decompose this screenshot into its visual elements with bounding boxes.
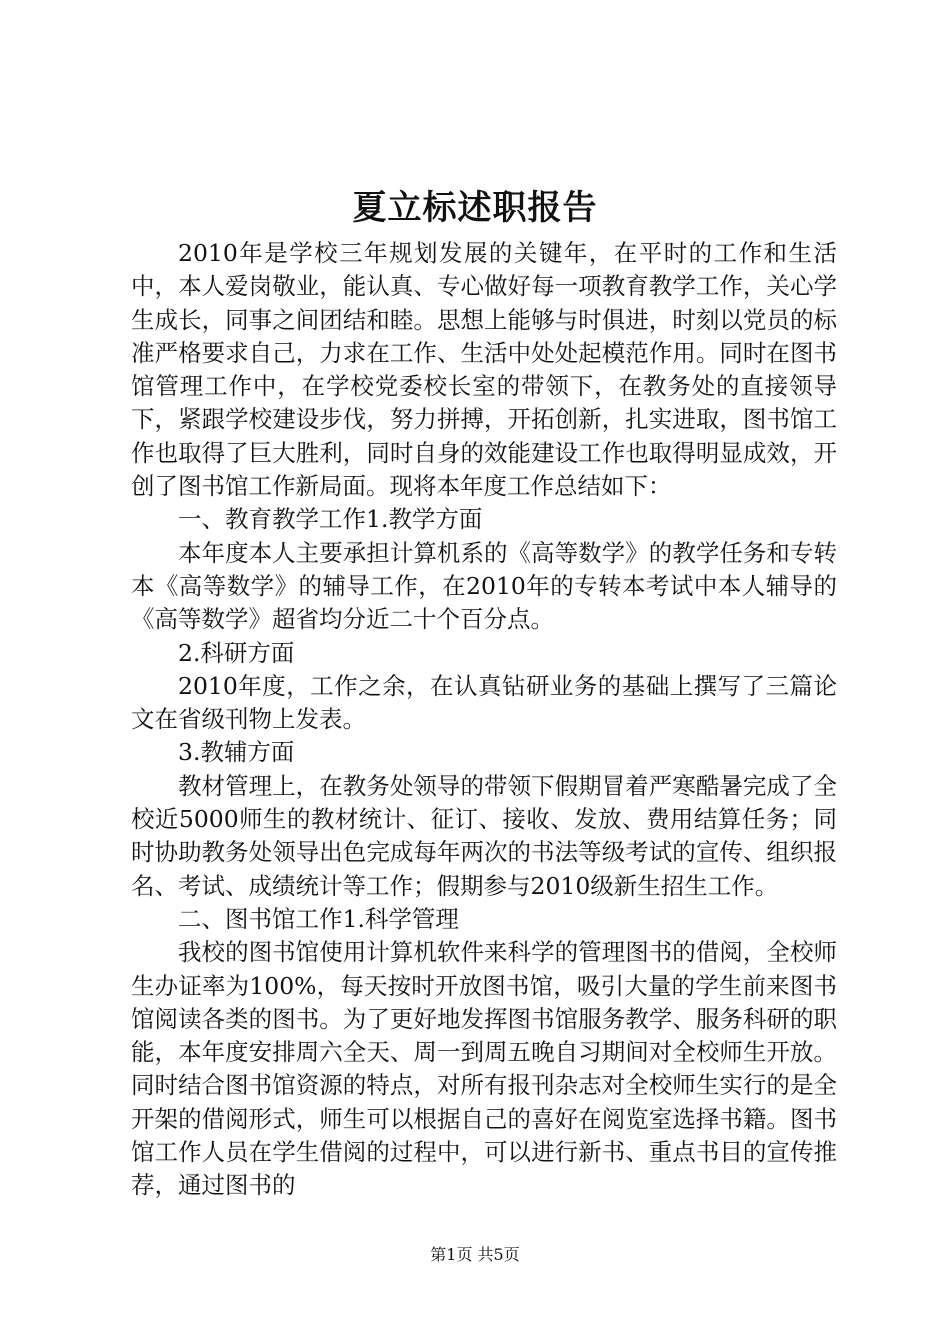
document-body xyxy=(131,237,837,1203)
paragraph-research: 2010年度，工作之余，在认真钻研业务的基础上撰写了三篇论文在省级刊物上发表。 xyxy=(131,671,837,734)
section-heading-support: 3.教辅方面 xyxy=(178,738,295,767)
section-heading-teaching: 一、教育教学工作1.教学方面 xyxy=(178,505,483,534)
paragraph-teaching: 本年度本人主要承担计算机系的《高等数学》的教学任务和专转本《高等数学》的辅导工作，在2010年的专转本考试中本人辅导的《高等数学》超省均分近二十个百分点。 xyxy=(131,538,837,634)
section-heading-research: 2.科研方面 xyxy=(178,638,295,667)
paragraph-support: 教材管理上，在教务处领导的带领下假期冒着严寒酷暑完成了全校近5000师生的教材统计、征订、接收、发放、费用结算任务；同时协助教务处领导出色完成每年两次的书法等级考试的宣传、组织报名、考试、成绩统计等工作；假期参与2010级新生招生工作。 xyxy=(131,771,837,900)
paragraph-intro: 2010年是学校三年规划发展的关键年，在平时的工作和生活中，本人爱岗敬业，能认真、专心做好每一项教育教学工作，关心学生成长，同事之间团结和睦。思想上能够与时俱进，时刻以党员的标准严格要求自己，力求在工作、生活中处处起模范作用。同时在图书馆管理工作中，在学校党委校长室的带领下，在教务处的直接领导下，紧跟学校建设步伐，努力拼搏，开拓创新，扎实进取，图书馆工作也取得了巨大胜利，同时自身的效能建设工作也取得明显成效，开创了图书馆工作新局面。现将本年度工作总结如下： xyxy=(131,239,837,501)
page-number-footer: 第1页 共5页 xyxy=(430,1245,520,1264)
section-heading-library: 二、图书馆工作1.科学管理 xyxy=(178,904,459,933)
paragraph-library: 我校的图书馆使用计算机软件来科学的管理图书的借阅，全校师生办证率为100%，每天按时开放图书馆，吸引大量的学生前来图书馆阅读各类的图书。为了更好地发挥图书馆服务教学、服务科研的职能，本年度安排周六全天、周一到周五晚自习期间对全校师生开放。同时结合图书馆资源的特点，对所有报刊杂志对全校师生实行的是全开架的借阅形式，师生可以根据自己的喜好在阅览室选择书籍。图书馆工作人员在学生借阅的过程中，可以进行新书、重点书目的宣传推荐，通过图书的 xyxy=(131,938,837,1200)
document-title: 夏立标述职报告 xyxy=(352,188,598,228)
